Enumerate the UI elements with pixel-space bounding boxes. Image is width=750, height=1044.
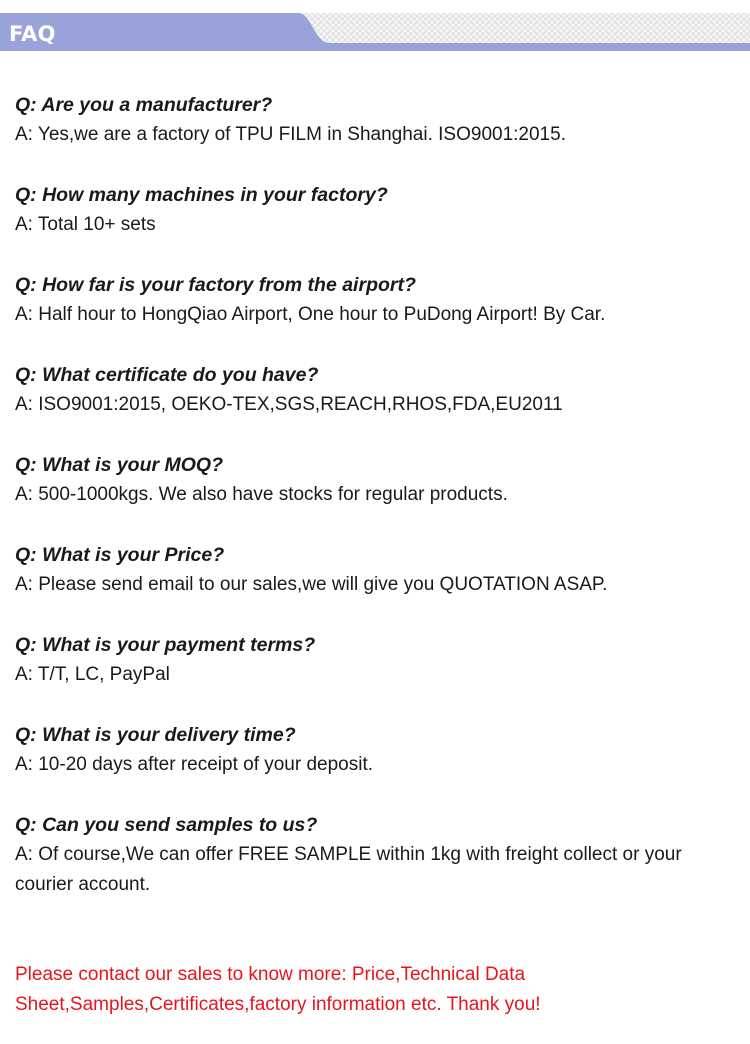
contact-note: Please contact our sales to know more: Price,Technical Data Sheet,Samples,Certificates,factory information etc. Thank you! (15, 964, 541, 1015)
faq-answer: A: Please send email to our sales,we will give you QUOTATION ASAP. (15, 574, 608, 595)
faq-item (15, 810, 740, 900)
banner-shape (0, 13, 750, 51)
faq-question: Q: What is your Price? (15, 544, 225, 566)
faq-item (15, 540, 740, 630)
faq-question: Q: What is your delivery time? (15, 724, 296, 746)
faq-question: Q: What is your MOQ? (15, 454, 223, 476)
faq-question: Q: What certificate do you have? (15, 364, 319, 386)
faq-answer: A: Yes,we are a factory of TPU FILM in Shanghai. ISO9001:2015. (15, 124, 566, 145)
faq-item (15, 90, 740, 180)
faq-question: Q: How many machines in your factory? (15, 184, 388, 206)
faq-answer: A: 10-20 days after receipt of your deposit. (15, 754, 374, 775)
faq-answer: A: ISO9001:2015, OEKO-TEX,SGS,REACH,RHOS,FDA,EU2011 (15, 394, 563, 415)
faq-question: Q: Can you send samples to us? (15, 814, 318, 836)
faq-item (15, 720, 740, 810)
faq-question: Q: What is your payment terms? (15, 634, 316, 656)
faq-item (15, 180, 740, 270)
faq-question: Q: How far is your factory from the airport? (15, 274, 416, 296)
faq-answer: A: Of course,We can offer FREE SAMPLE within 1kg with freight collect or your courier account. (15, 844, 682, 895)
faq-answer: A: Half hour to HongQiao Airport, One hour to PuDong Airport! By Car. (15, 304, 606, 325)
faq-item (15, 630, 740, 720)
faq-answer: A: T/T, LC, PayPal (15, 664, 170, 685)
faq-answer: A: Total 10+ sets (15, 214, 156, 235)
faq-question: Q: Are you a manufacturer? (15, 94, 273, 116)
faq-answer: A: 500-1000kgs. We also have stocks for regular products. (15, 484, 508, 505)
faq-item (15, 360, 740, 450)
faq-item (15, 270, 740, 360)
faq-list (15, 90, 740, 900)
faq-item (15, 450, 740, 540)
faq-banner (0, 13, 750, 51)
faq-title: FAQ (9, 22, 56, 46)
